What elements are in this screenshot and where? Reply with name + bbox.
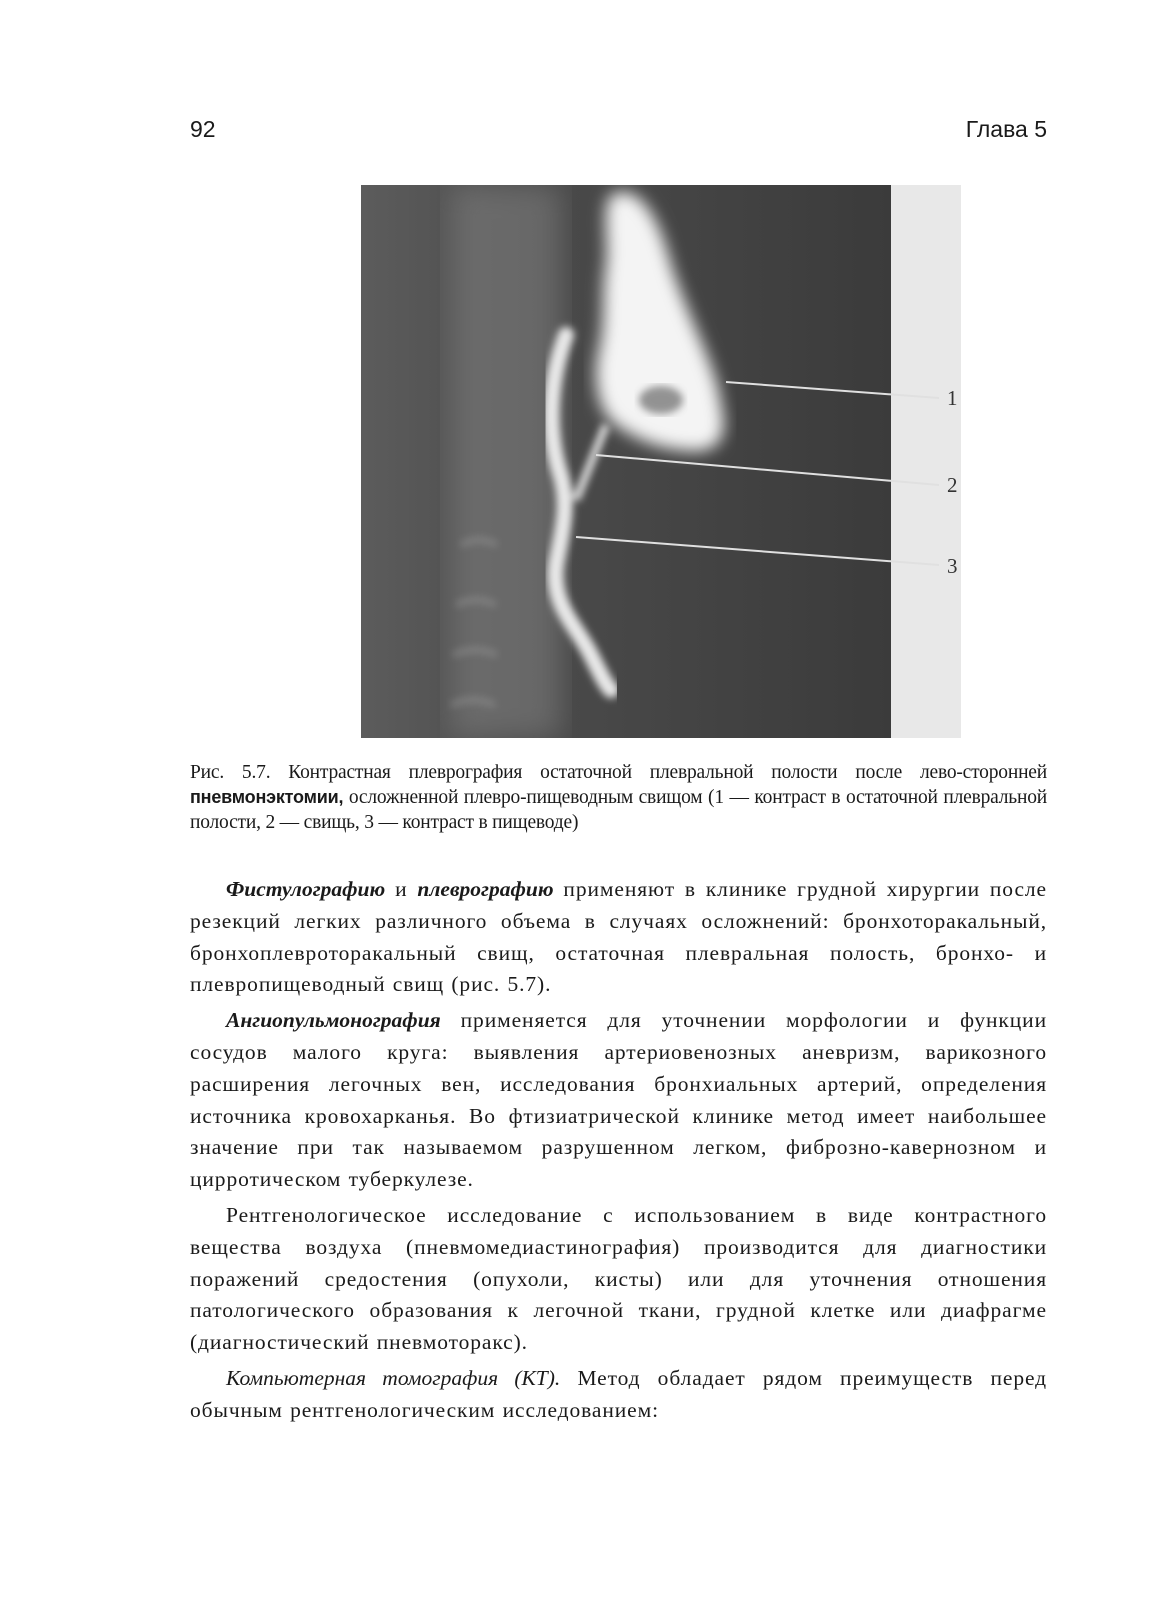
term-angiopulmonography: Ангиопульмонография (226, 1008, 441, 1033)
figure-caption (190, 760, 1047, 835)
page-header (190, 116, 1047, 150)
paragraph-1 (190, 874, 1047, 1001)
paragraph-4-text: Метод обладает рядом преимуществ перед обычным рентгенологическим исследованием: (190, 1365, 1047, 1422)
figure-label-2: 2 (947, 473, 958, 497)
caption-lead: Рис. 5.7. Контрастная плеврография остаточной плевральной полости после лево-сторонней (190, 762, 1047, 783)
body-text (190, 874, 1047, 1431)
paragraph-3-text: Рентгенологическое исследование с использованием в виде контрастного вещества воздуха (пневмомедиастинография) производится для диагностики поражений средостения (опухоли, кисты) или для уточнения отношения патологического образования к легочной ткани, грудной клетке или диафрагме (диагностический пневмоторакс). (190, 1202, 1047, 1355)
paragraph-2-text: применяется для уточнении морфологии и функции сосудов малого круга: выявления артериовенозных аневризм, варикозного расширения легочных вен, исследования бронхиальных артерий, определения источника кровохарканья. Во фтизиатрической клинике метод имеет наибольшее значение при так называемом разрушенном легком, фиброзно-кавернозном и цирротическом туберкулезе. (190, 1008, 1047, 1192)
caption-bold-term: пневмонэктомии, (190, 787, 344, 807)
paragraph-4 (190, 1363, 1047, 1427)
paragraph-1-text: применяют в клинике грудной хирургии после резекций легких различного объема в случаях осложнений: бронхоторакальный, бронхоплевроторакальный свищ, остаточная плевральная полость, бронхо- и плевропищеводный свищ (рис. 5.7). (190, 877, 1047, 997)
xray-image (361, 185, 961, 738)
figure-label-3: 3 (947, 554, 958, 578)
paragraph-2 (190, 1005, 1047, 1196)
term-pleurography: плеврографию (417, 877, 554, 901)
figure-label-1: 1 (947, 386, 958, 410)
caption-rest: осложненной плевро-пищеводным свищом (1 — контраст в остаточной плевральной полости, 2 — свищь, 3 — контраст в пищеводе) (190, 787, 1047, 833)
page-number: 92 (190, 116, 216, 142)
term-ct: Компьютерная томография (КТ). (226, 1365, 561, 1390)
chapter-label: Глава 5 (965, 116, 1047, 142)
xray-figure (361, 185, 961, 738)
paragraph-3 (190, 1200, 1047, 1359)
term-fistulography: Фистулографию (226, 877, 386, 901)
paragraph-1-conj: и (385, 877, 418, 901)
